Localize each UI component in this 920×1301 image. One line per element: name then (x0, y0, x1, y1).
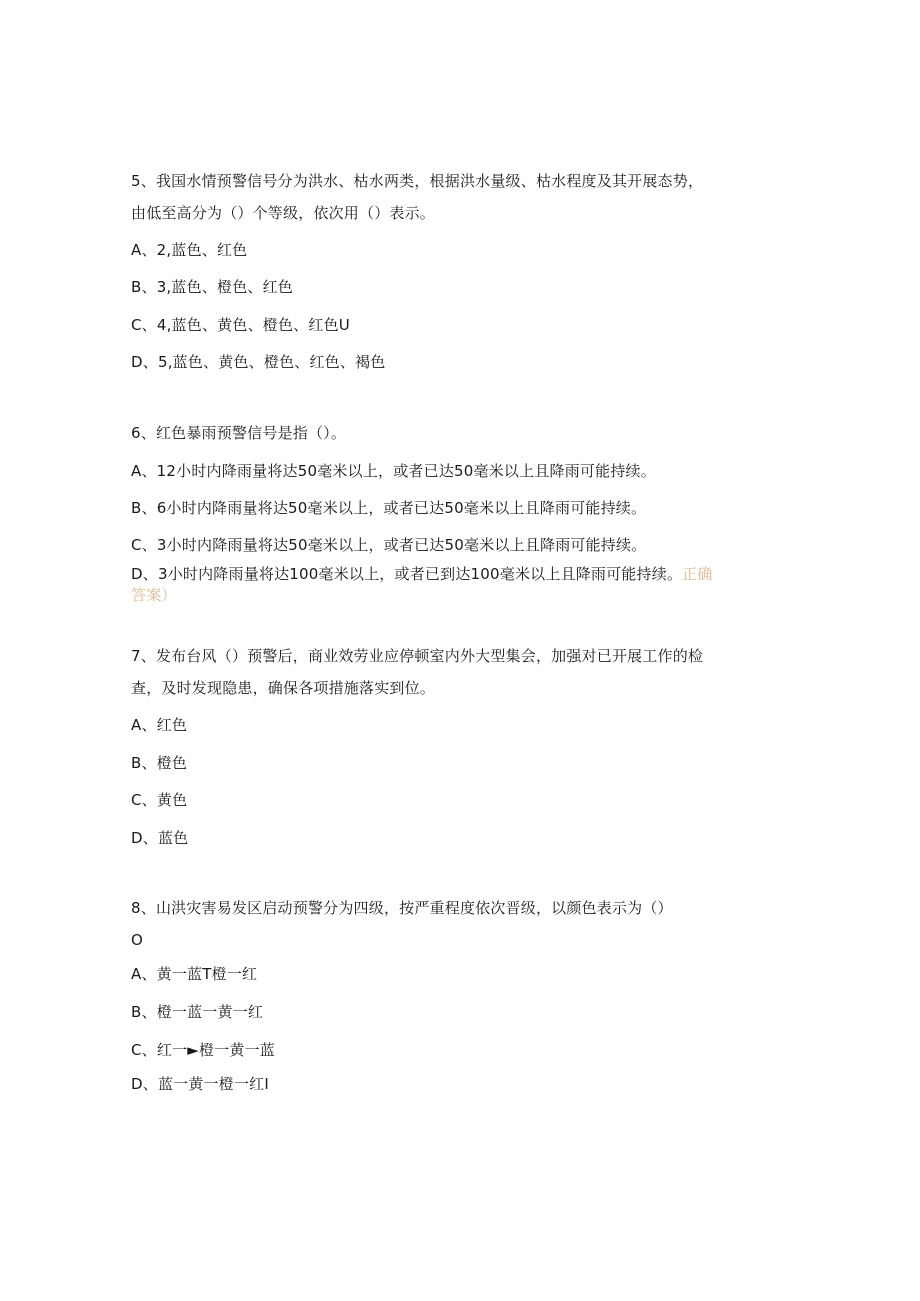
q5-option-c: C、4,蓝色、黄色、橙色、红色U (131, 316, 350, 334)
q6-option-c: C、3小时内降雨量将达50毫米以上，或者已达50毫米以上且降雨可能持续。 (131, 536, 647, 554)
q8-option-d: D、蓝一黄一橙一红I (131, 1075, 269, 1093)
q8-option-a: A、黄一蓝T橙一红 (131, 965, 258, 983)
q6-option-b: B、6小时内降雨量将达50毫米以上，或者已达50毫米以上且降雨可能持续。 (131, 499, 647, 517)
q5-stem-line-1: 5、我国水情预警信号分为洪水、枯水两类，根据洪水量级、枯水程度及其开展态势， (131, 172, 704, 190)
q6-option-a: A、12小时内降雨量将达50毫米以上，或者已达50毫米以上且降雨可能持续。 (131, 462, 656, 480)
q6-option-d: D、3小时内降雨量将达100毫米以上，或者已到达100毫米以上且降雨可能持续。 (131, 565, 683, 583)
q7-stem-line-2: 查，及时发现隐患，确保各项措施落实到位。 (131, 679, 436, 697)
q6-answer-hint-part2: 答案） (131, 586, 177, 604)
q6-option-d-row (131, 564, 713, 584)
q8-option-b: B、橙一蓝一黄一红 (131, 1003, 264, 1021)
q8-stem-line-2: O (131, 931, 144, 949)
q7-option-d: D、蓝色 (131, 829, 189, 847)
q5-option-d: D、5,蓝色、黄色、橙色、红色、褐色 (131, 353, 386, 371)
q8-option-c: C、红一►橙一黄一蓝 (131, 1041, 276, 1059)
q6-stem: 6、红色暴雨预警信号是指（）。 (131, 424, 347, 442)
q5-stem-line-2: 由低至高分为（）个等级，依次用（）表示。 (131, 204, 436, 222)
q6-answer-hint-part1: 正确 (682, 565, 713, 583)
q7-option-a: A、红色 (131, 716, 188, 734)
q5-option-b: B、3,蓝色、橙色、红色 (131, 278, 294, 296)
q5-option-a: A、2,蓝色、红色 (131, 241, 248, 259)
q7-option-b: B、橙色 (131, 754, 188, 772)
q7-stem-line-1: 7、发布台风（）预警后，商业效劳业应停顿室内外大型集会，加强对已开展工作的检 (131, 647, 704, 665)
q7-option-c: C、黄色 (131, 791, 188, 809)
q8-stem-line-1: 8、山洪灾害易发区启动预警分为四级，按严重程度依次晋级，以颜色表示为（） (131, 899, 673, 917)
